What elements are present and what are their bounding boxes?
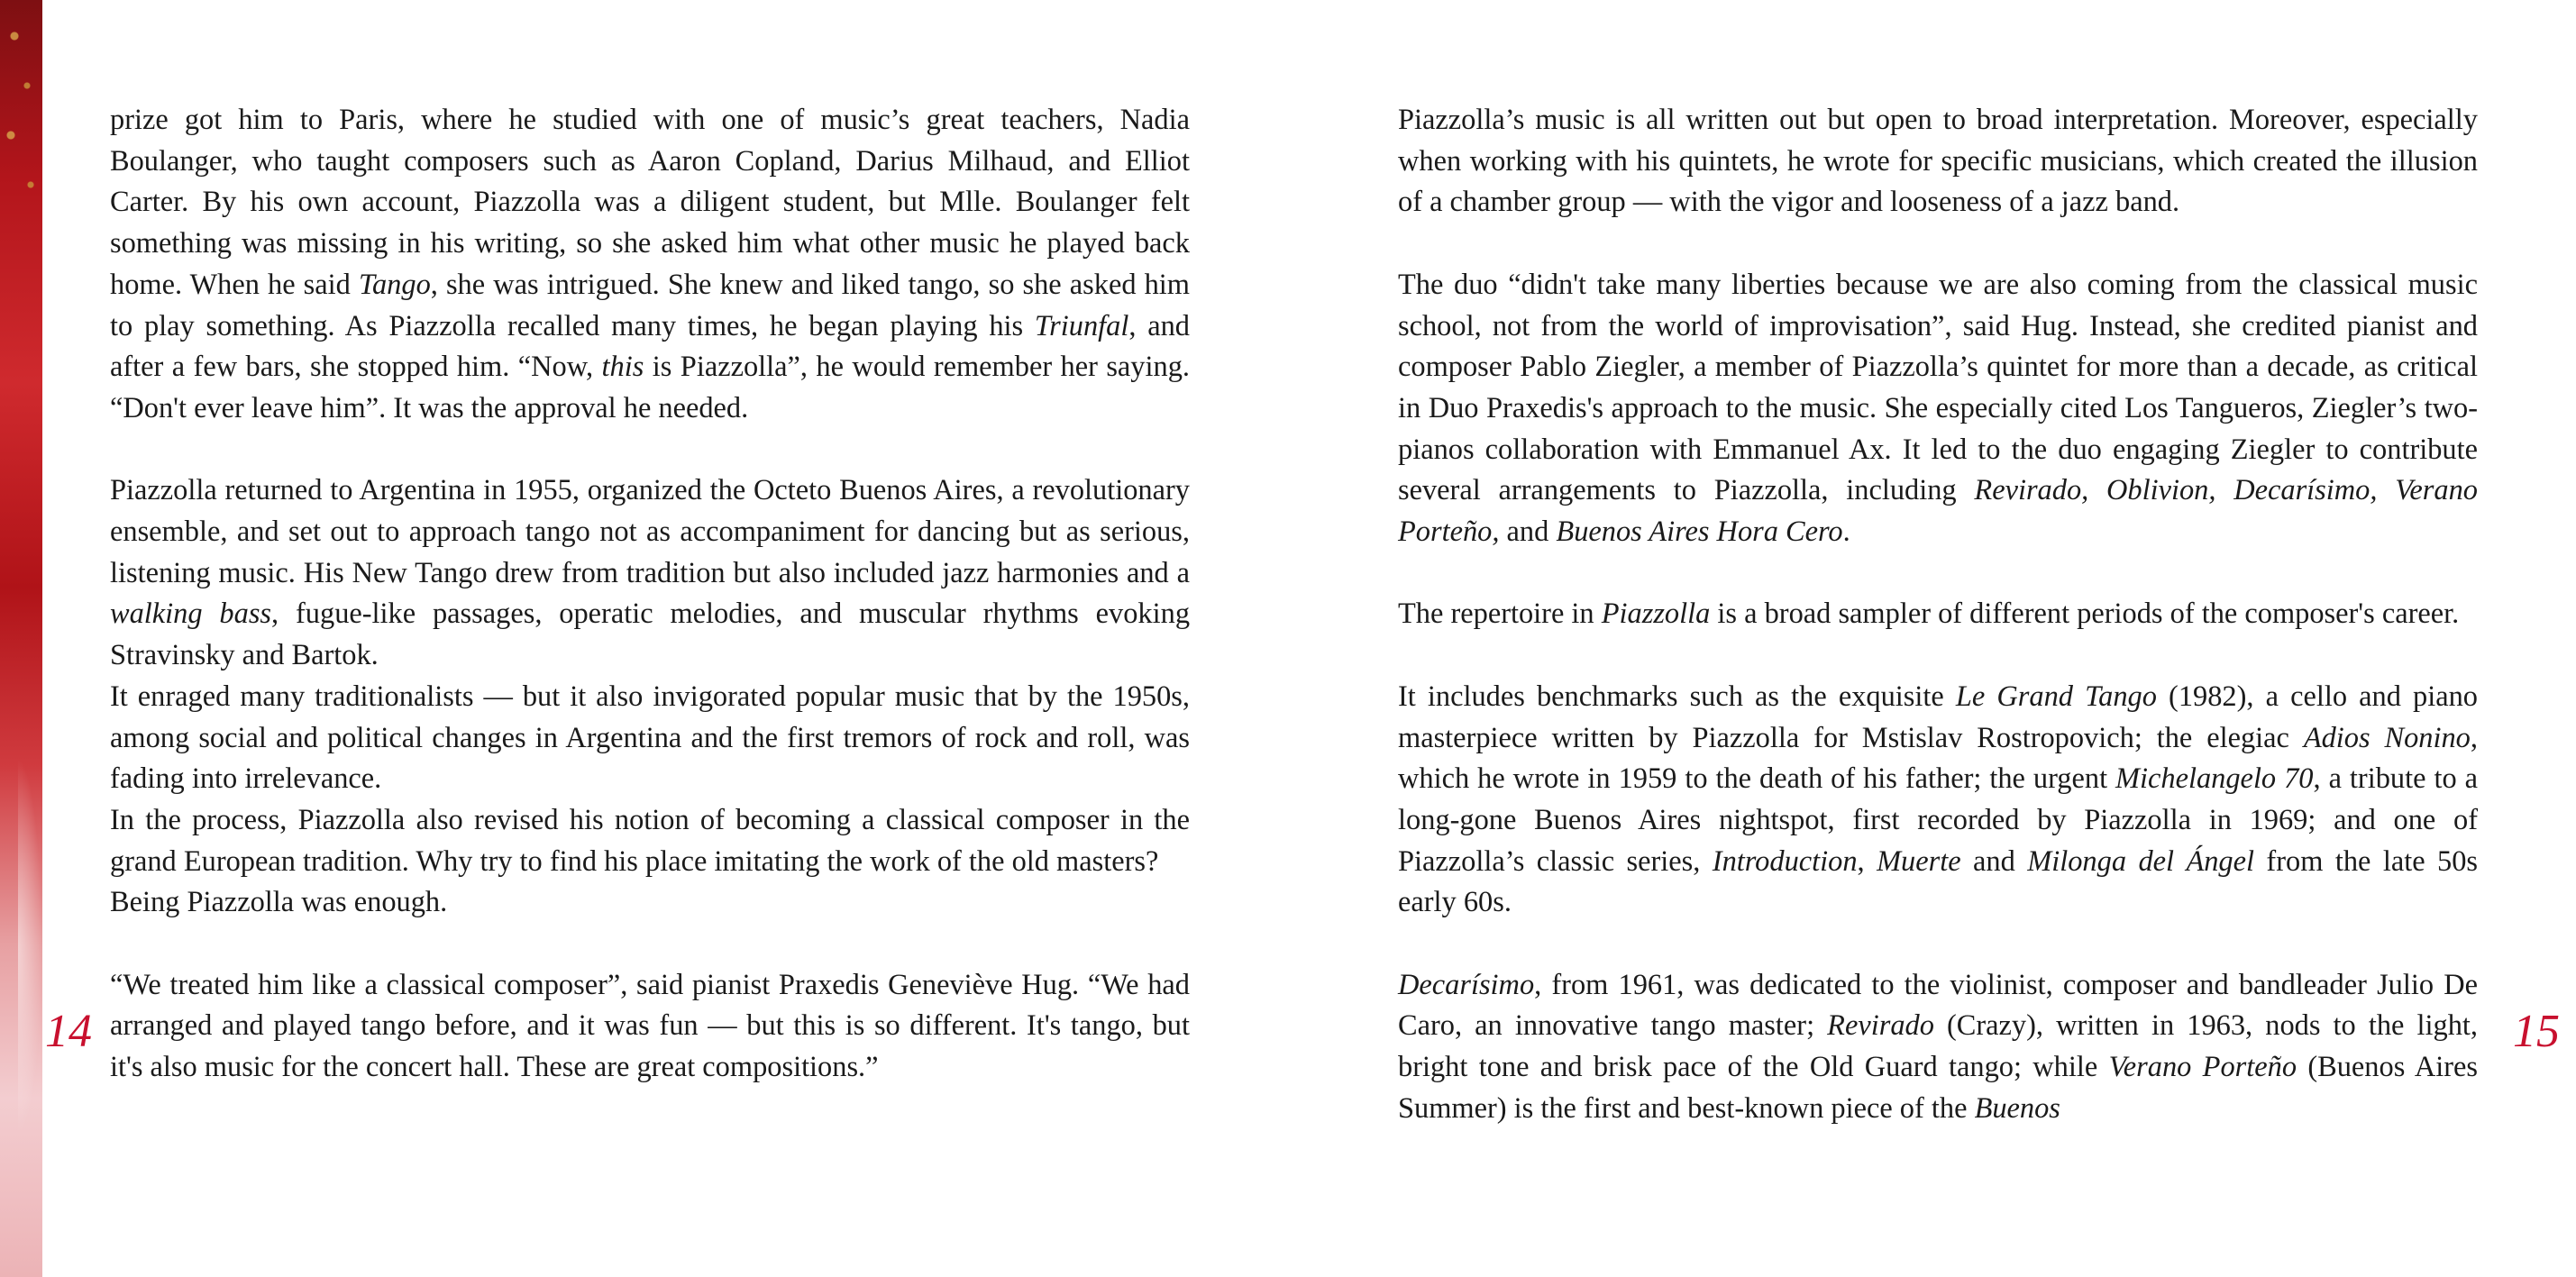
page-number-right: 15 (2513, 1006, 2560, 1057)
gold-ornament-pattern (0, 0, 42, 225)
paragraph-interpretation: Piazzolla’s music is all written out but open to broad interpretation. Moreover, especially when working with his quintets, he wrote for specific musicians, which created the illusion of a chamber group — with the vigor and looseness of a jazz band. (1398, 104, 2478, 219)
paragraph-being-piazzolla: Being Piazzolla was enough. (110, 886, 448, 919)
page-number-left: 14 (45, 1006, 92, 1057)
paragraph-duo-ziegler: The duo “didn't take many liberties because we are also coming from the classical music school, not from the world of improvisation”, said Hug. Instead, she credited pianist and composer Pablo Ziegler, a member of Piazzolla’s quintet for more than a decade, as critical in Duo Praxedis's approach to the music. She especially cited Los Tangueros, Ziegler’s two-pianos collaboration with Emmanuel Ax. It led to the duo engaging Ziegler to contribute several arrangements to Piazzolla, including Revirado, Oblivion, Decarísimo, Verano Porteño, and Buenos Aires Hora Cero. (1398, 268, 2478, 549)
paragraph-paris-boulanger: prize got him to Paris, where he studied with one of music’s great teachers, Nadia Boulanger, who taught composers such as Aaron Copland, Darius Milhaud, and Elliot Carter. By his own account, Piazzolla was a diligent student, but Mlle. Boulanger felt something was missing in his writing, so she asked him what other music he played back home. When he said Tango, she was intrigued. She knew and liked tango, so she asked him to play something. As Piazzolla recalled many times, he began playing his Triunfal, and after a few bars, she stopped him. “Now, this is Piazzolla”, he would remember her saying. “Don't ever leave him”. It was the approval he needed. (110, 104, 1191, 424)
paragraph-classical-composer: In the process, Piazzolla also revised his notion of becoming a classical composer in the grand European tradition. Why try to find his place imitating the work of the old masters? (110, 803, 1190, 878)
paragraph-return-argentina: Piazzolla returned to Argentina in 1955, organized the Octeto Buenos Aires, a revolutionary ensemble, and set out to approach tango not as accompaniment for dancing but as serious, listening music. His New Tango drew from tradition but also included jazz harmonies and a walking bass, fugue-like passages, operatic melodies, and muscular rhythms evoking Stravinsky and Bartok. (110, 474, 1191, 672)
strip-highlight (18, 757, 42, 1136)
paragraph-traditionalists: It enraged many traditionalists — but it also invigorated popular music that by the 1950s, among social and political changes in Argentina and the first tremors of rock and roll, was fading into irrelevance. (110, 680, 1190, 796)
decorative-red-strip (0, 0, 42, 1277)
right-page-column (1398, 100, 2478, 1130)
paragraph-repertoire: The repertoire in Piazzolla is a broad sampler of different periods of the composer's career. (1398, 597, 2460, 631)
left-page-column (110, 100, 1190, 1089)
paragraph-decarisimo: Decarísimo, from 1961, was dedicated to the violinist, composer and bandleader Julio De Caro, an innovative tango master; Revirado (Crazy), written in 1963, nods to the light, bright tone and brisk pace of the Old Guard tango; while Verano Porteño (Buenos Aires Summer) is the first and best-known piece of the Buenos (1398, 968, 2478, 1125)
paragraph-benchmarks: It includes benchmarks such as the exquisite Le Grand Tango (1982), a cello and piano masterpiece written by Piazzolla for Mstislav Rostropovich; the elegiac Adios Nonino, which he wrote in 1959 to the death of his father; the urgent Michelangelo 70, a tribute to a long-gone Buenos Aires nightspot, first recorded by Piazzolla in 1969; and one of Piazzolla’s classic series, Introduction, Muerte and Milonga del Ángel from the late 50s early 60s. (1398, 680, 2478, 919)
paragraph-hug-quote: “We treated him like a classical composer”, said pianist Praxedis Geneviève Hug. “We had arranged and played tango before, and it was fun — but this is so different. It's tango, but it's also music for the concert hall. These are great compositions.” (110, 968, 1190, 1084)
